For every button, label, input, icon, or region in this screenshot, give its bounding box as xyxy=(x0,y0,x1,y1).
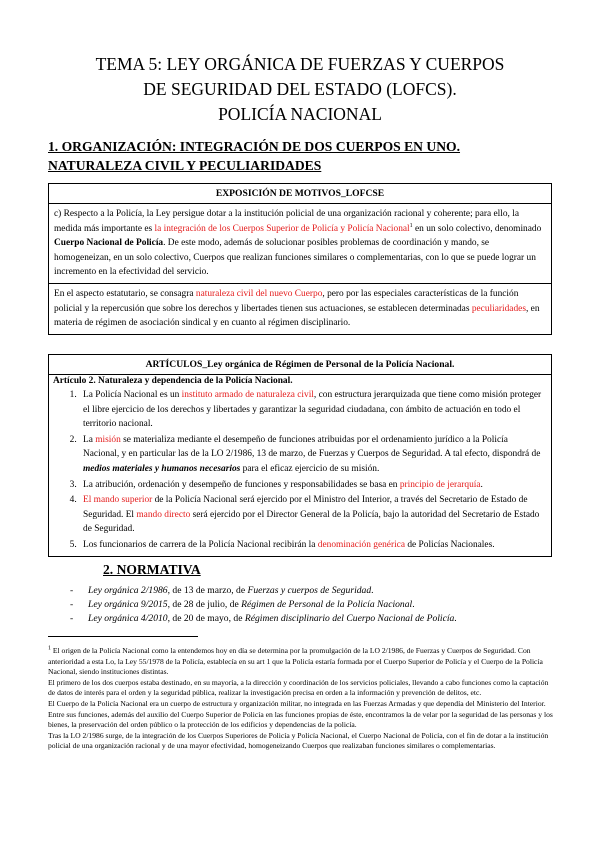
section-2-heading: 2. NORMATIVA xyxy=(103,562,201,577)
text: . De este modo, además de solucionar posibles problemas de coordinación y mando, se homogeneizan, en un solo colectivo, Cuerpos que realizan funciones similares o complementarias, con lo que se puede lograr un incremento en la efectividad del servicio. xyxy=(54,238,536,278)
text: . xyxy=(454,612,457,624)
article-list xyxy=(49,388,551,556)
highlight-text: principio de jerarquía xyxy=(399,479,481,490)
text: En el aspecto estatutario, se consagra xyxy=(54,288,196,299)
normativa-item xyxy=(70,598,550,612)
highlight-text: denominación genérica xyxy=(317,539,405,550)
text: para el eficaz ejercicio de su misión. xyxy=(240,463,380,474)
highlight-text: naturaleza civil del nuevo Cuerpo xyxy=(195,288,323,299)
law-title: Régimen de Personal de la Policía Nacional xyxy=(241,598,413,610)
text: de la Policía Nacional será ejercido por el Ministro del Interior, a través del Secretario de Estado de Seguridad. El xyxy=(83,495,528,520)
articulos-box xyxy=(48,354,552,557)
footnote-paragraph-1 xyxy=(48,646,553,678)
highlight-text: la integración de los Cuerpos Superior de Policía y Policía Nacional xyxy=(154,223,410,234)
highlight-text: peculiaridades xyxy=(471,303,526,314)
article-item-1 xyxy=(79,388,545,432)
footnote-paragraph-2: El primero de los dos cuerpos estaba destinado, en su mayoría, a la dirección y coordinación de los servicios policiales, llevando a cabo funciones como la captación de datos de interés para el orden y la seguridad pública, realizar la investigación precisa en orden a la información y prevención de delitos, etc. xyxy=(48,677,549,698)
text: Los funcionarios de carrera de la Policía Nacional recibirán la xyxy=(83,539,318,550)
text: de Policías Nacionales. xyxy=(405,539,495,550)
section-1-heading-line-2: NATURALEZA CIVIL Y PECULIARIDADES xyxy=(48,158,322,173)
law-name: Ley orgánica 2/1986 xyxy=(88,585,168,596)
text: será ejercido por el Director General de la Policía, bajo la autoridad del Secretario de Estado de Seguridad. xyxy=(83,509,540,535)
text: . xyxy=(412,598,415,610)
law-title: Fuerzas y cuerpos de Seguridad xyxy=(247,585,372,596)
article-item-3 xyxy=(79,478,545,493)
bold-text: Cuerpo Nacional de Policía xyxy=(54,238,164,249)
highlight-text: misión xyxy=(95,434,121,445)
footnote-mark: 1 xyxy=(48,645,51,652)
title-line-2: DE SEGURIDAD DEL ESTADO (LOFCS). xyxy=(143,79,457,99)
text: , con estructura jerarquizada que tiene como misión proteger el libre ejercicio de los derechos y libertades y garantizar la seguridad ciudadana, con ámbito de actuación en todo el territorio nacional. xyxy=(83,390,542,430)
text: , pero por las especiales características de la función policial y la repercusión que sobre los derechos y libertades tienen sus actuaciones, se establecen determinadas xyxy=(54,288,519,314)
footnote xyxy=(48,646,553,752)
law-date: , de 13 de marzo, de xyxy=(167,585,248,596)
document-title xyxy=(40,52,560,127)
bold-text: medios materiales y humanos necesarios xyxy=(83,463,241,474)
highlight-text: mando directo xyxy=(136,509,191,520)
article-item-5 xyxy=(79,538,545,553)
law-name: Ley orgánica 9/2015 xyxy=(88,598,168,610)
text: en un solo colectivo, denominado xyxy=(412,223,542,234)
exposicion-box xyxy=(48,183,552,335)
law-name: Ley orgánica 4/2010 xyxy=(88,612,168,624)
highlight-text: instituto armado de naturaleza civil xyxy=(181,390,314,400)
article-title: Artículo 2. Naturaleza y dependencia de la Policía Nacional. xyxy=(53,376,293,386)
article-item-4 xyxy=(79,493,545,537)
text: La atribución, ordenación y desempeño de funciones y responsabilidades se basa en xyxy=(83,479,400,490)
law-date: , de 28 de julio, de xyxy=(167,598,242,610)
exposicion-paragraph-1 xyxy=(49,204,551,283)
list-dash: - xyxy=(70,585,74,596)
footnote-paragraph-4: Tras la LO 2/1986 surge, de la integración de los Cuerpos Superiores de Policía y Policía Nacional, el Cuerpo Nacional de Policía, con el fin de dotar a la institución policial de una organización racional y de una mayor efectividad, homogeneizando Cuerpos que realizaban funciones similares o complementarias. xyxy=(48,730,549,751)
text: . xyxy=(371,585,374,596)
title-line-3: POLICÍA NACIONAL xyxy=(218,104,382,124)
text: , en materia de régimen de asociación sindical y en cuanto al régimen disciplinario. xyxy=(54,303,540,329)
normativa-item xyxy=(70,584,550,598)
text: La xyxy=(83,434,96,445)
text: se materializa mediante el desempeño de funciones atribuidas por el ordenamiento jurídico a la Policía Nacional, y en particular las de la LO 2/1986, 13 de marzo, de Fuerzas y Cuerpos de Seguridad. A tal efecto, dispondrá de xyxy=(83,434,541,460)
normativa-list xyxy=(70,584,550,625)
exposicion-header: EXPOSICIÓN DE MOTIVOS_LOFCSE xyxy=(49,184,551,204)
list-dash: - xyxy=(70,598,74,610)
section-1-heading-line-1: 1. ORGANIZACIÓN: INTEGRACIÓN DE DOS CUERPOS EN UNO. xyxy=(48,139,461,154)
text: El origen de la Policía Nacional como la entendemos hoy en día se determina por la promulgación de la LO 2/1986, de Fuerzas y Cuerpos de Seguridad. Con anterioridad a esta Lo, la Ley 55/1978 de la Policía, establecía en su art 1 que la Policía estaría formada por el Cuerpo Superior de Policía y el Cuerpo de la Policía Nacional, siendo instituciones distintas. xyxy=(48,646,543,677)
section-1-heading xyxy=(48,137,558,175)
exposicion-paragraph-2 xyxy=(49,283,551,334)
article-item-2 xyxy=(79,433,545,477)
text: c) Respecto a la Policía, la Ley persigue dotar a la institución policial de una organización racional y coherente; para ello, la medida más importante es xyxy=(54,209,520,234)
footnote-paragraph-3: El Cuerpo de la Policía Nacional era un cuerpo de estructura y organización militar, no integrada en las Fuerzas Armadas y que dependía del Ministerio del Interior. Entre sus funciones, además del auxilio del Cuerpo Superior de Policía en las funciones propias de éste, encontramos la de velar por la seguridad de las personas y los bienes, la preservación del orden público o la protección de los edificios y dependencias de la policía. xyxy=(48,698,553,730)
text: . xyxy=(480,479,483,490)
footnote-divider xyxy=(48,636,198,637)
text: La Policía Nacional es un xyxy=(83,390,182,400)
law-date: , de 20 de mayo, de xyxy=(167,612,245,624)
law-title: Régimen disciplinario del Cuerpo Nacional de Policía xyxy=(244,612,455,624)
title-line-1: TEMA 5: LEY ORGÁNICA DE FUERZAS Y CUERPOS xyxy=(95,54,505,74)
list-dash: - xyxy=(70,612,74,624)
footnote-ref[interactable]: 1 xyxy=(409,222,413,229)
articulos-header: ARTÍCULOS_Ley orgánica de Régimen de Personal de la Policía Nacional. xyxy=(49,355,551,375)
normativa-item xyxy=(70,612,550,626)
highlight-text: El mando superior xyxy=(83,495,153,506)
